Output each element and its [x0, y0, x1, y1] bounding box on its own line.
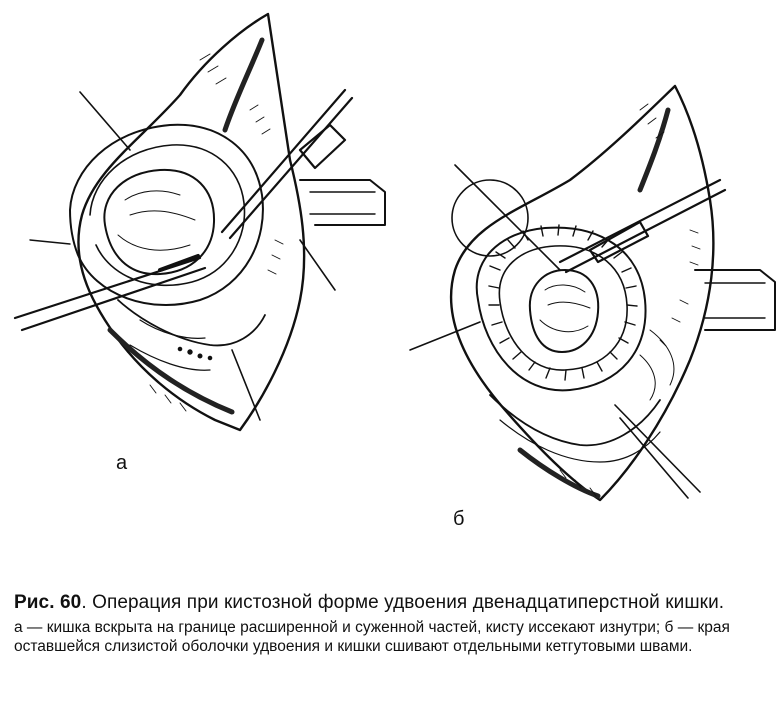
panel-a-bowel-loop: [70, 125, 263, 305]
panel-b-wound-outline: [451, 86, 713, 500]
panel-a-label: а: [116, 452, 128, 474]
figure-caption: [14, 592, 769, 656]
panel-a-drawing: [15, 14, 385, 430]
panel-b-label: б: [453, 508, 465, 530]
panel-a-wound-outline: [78, 14, 304, 430]
panel-b-mucosa: [530, 270, 598, 352]
figure-number: Рис. 60: [14, 592, 82, 613]
caption-title: [14, 592, 769, 614]
panel-b-bowel-rim: [477, 228, 646, 391]
caption-title-text: . Операция при кистозной форме удвоения двенадцатиперстной кишки.: [81, 592, 725, 613]
panel-a-retractor: [300, 180, 385, 225]
panel-b-drawing: [410, 86, 775, 500]
caption-legend: а — кишка вскрыта на границе расширенной и суженной частей, кисту иссекают изнутри; б — края оставшейся слизистой оболочки удвоения и кишки сшивают отдельными кетгутовыми швами.: [14, 619, 730, 655]
panel-b-suture-circle: [452, 180, 528, 256]
